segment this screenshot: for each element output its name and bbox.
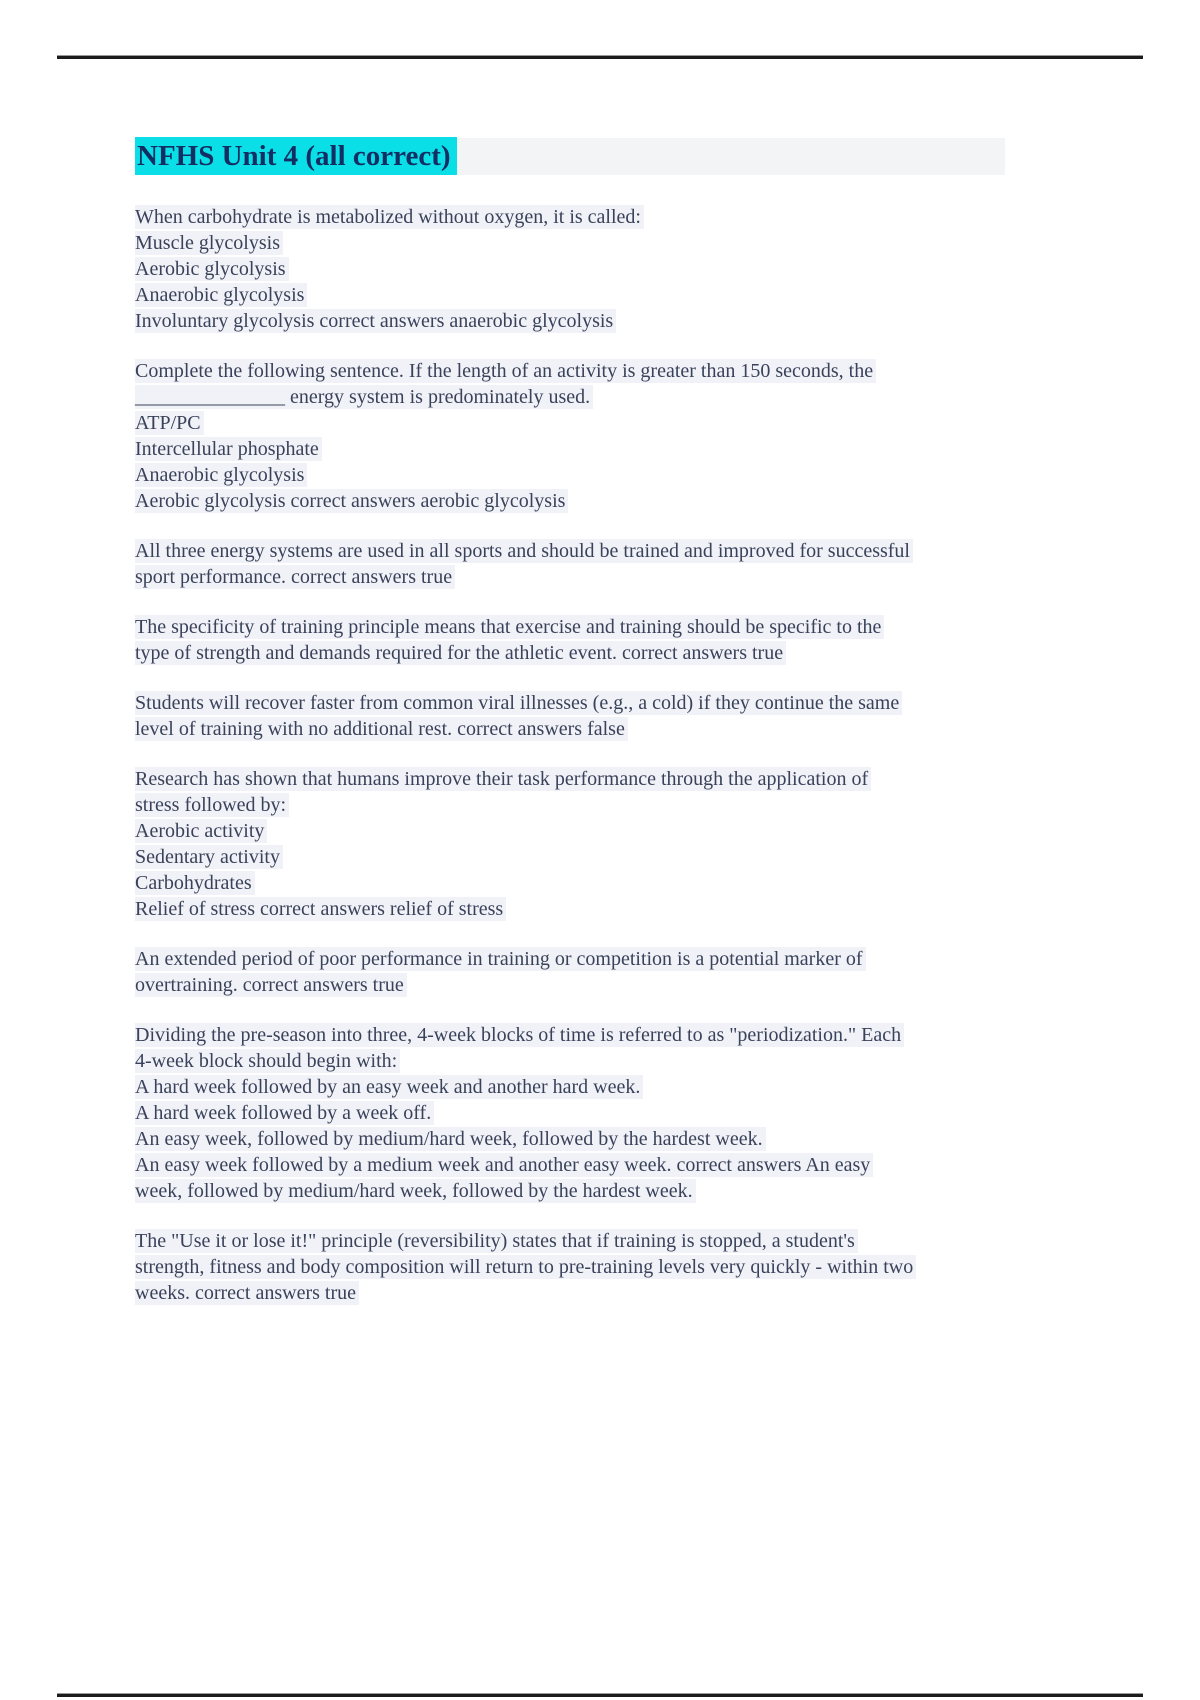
text-line-highlight: overtraining. correct answers true [135,973,407,997]
text-line [135,308,1005,334]
text-line [135,436,1005,462]
top-border-rule [57,55,1143,59]
text-line-highlight: Anaerobic glycolysis [135,463,307,487]
text-line [135,282,1005,308]
text-line [135,564,1005,590]
text-line [135,972,1005,998]
qa-block [135,538,1005,590]
text-line [135,844,1005,870]
qa-block [135,946,1005,998]
qa-block [135,614,1005,666]
text-line-highlight: Research has shown that humans improve their task performance through the application of [135,767,871,791]
qa-block [135,766,1005,922]
text-line [135,1074,1005,1100]
text-line [135,716,1005,742]
text-line-highlight: A hard week followed by a week off. [135,1101,434,1125]
text-line-highlight: The "Use it or lose it!" principle (reversibility) states that if training is stopped, a student's [135,1229,858,1253]
text-line-highlight: When carbohydrate is metabolized without oxygen, it is called: [135,205,644,229]
text-line-highlight: Aerobic glycolysis [135,257,289,281]
text-line [135,640,1005,666]
text-line [135,1178,1005,1204]
page-title [135,138,1005,175]
text-line-highlight: Students will recover faster from common viral illnesses (e.g., a cold) if they continue the same [135,691,902,715]
text-line-highlight: Involuntary glycolysis correct answers anaerobic glycolysis [135,309,616,333]
text-line-highlight: An easy week, followed by medium/hard week, followed by the hardest week. [135,1127,766,1151]
text-line-highlight: An extended period of poor performance in training or competition is a potential marker of [135,947,866,971]
text-line [135,1152,1005,1178]
text-line [135,1228,1005,1254]
text-line [135,614,1005,640]
text-line-highlight: A hard week followed by an easy week and another hard week. [135,1075,643,1099]
text-line [135,410,1005,436]
text-line [135,230,1005,256]
text-line [135,358,1005,384]
text-line [135,766,1005,792]
text-line-highlight: An easy week followed by a medium week and another easy week. correct answers An easy [135,1153,873,1177]
text-line [135,792,1005,818]
text-line [135,1280,1005,1306]
text-line-highlight: Sedentary activity [135,845,283,869]
text-line-highlight: 4-week block should begin with: [135,1049,400,1073]
text-line [135,538,1005,564]
qa-block [135,1228,1005,1306]
text-line [135,870,1005,896]
text-line-highlight: The specificity of training principle means that exercise and training should be specific to the [135,615,884,639]
text-line-highlight: weeks. correct answers true [135,1281,359,1305]
text-line [135,818,1005,844]
text-line [135,690,1005,716]
text-line [135,1022,1005,1048]
text-line-highlight: level of training with no additional rest. correct answers false [135,717,628,741]
text-line [135,256,1005,282]
text-line [135,488,1005,514]
text-line-highlight: type of strength and demands required for the athletic event. correct answers true [135,641,786,665]
text-line-highlight: _______________ energy system is predominately used. [135,385,593,409]
text-line-highlight: ATP/PC [135,411,204,435]
text-line [135,1254,1005,1280]
text-line [135,1048,1005,1074]
text-line-highlight: Dividing the pre-season into three, 4-week blocks of time is referred to as "periodization." Each [135,1023,904,1047]
text-line-highlight: Intercellular phosphate [135,437,322,461]
qa-block [135,690,1005,742]
text-line [135,462,1005,488]
text-line [135,384,1005,410]
text-line-highlight: Aerobic glycolysis correct answers aerobic glycolysis [135,489,568,513]
qa-block [135,204,1005,334]
text-line [135,896,1005,922]
text-line-highlight: Carbohydrates [135,871,255,895]
text-line-highlight: week, followed by medium/hard week, followed by the hardest week. [135,1179,696,1203]
text-line-highlight: Anaerobic glycolysis [135,283,307,307]
bottom-border-rule [57,1693,1143,1697]
text-line [135,1100,1005,1126]
text-line [135,946,1005,972]
page-title-highlighted-text: NFHS Unit 4 (all correct) [135,137,457,175]
text-line-highlight: Muscle glycolysis [135,231,283,255]
text-line-highlight: Complete the following sentence. If the length of an activity is greater than 150 seconds, the [135,359,876,383]
text-line-highlight: All three energy systems are used in all sports and should be trained and improved for successful [135,539,913,563]
qa-block [135,1022,1005,1204]
text-line-highlight: sport performance. correct answers true [135,565,455,589]
qa-block [135,358,1005,514]
text-line-highlight: strength, fitness and body composition will return to pre-training levels very quickly - within two [135,1255,916,1279]
text-line-highlight: Aerobic activity [135,819,267,843]
text-line-highlight: Relief of stress correct answers relief of stress [135,897,506,921]
text-line-highlight: stress followed by: [135,793,289,817]
text-line [135,204,1005,230]
text-line [135,1126,1005,1152]
document-content [135,138,1005,1330]
question-blocks [135,204,1005,1306]
